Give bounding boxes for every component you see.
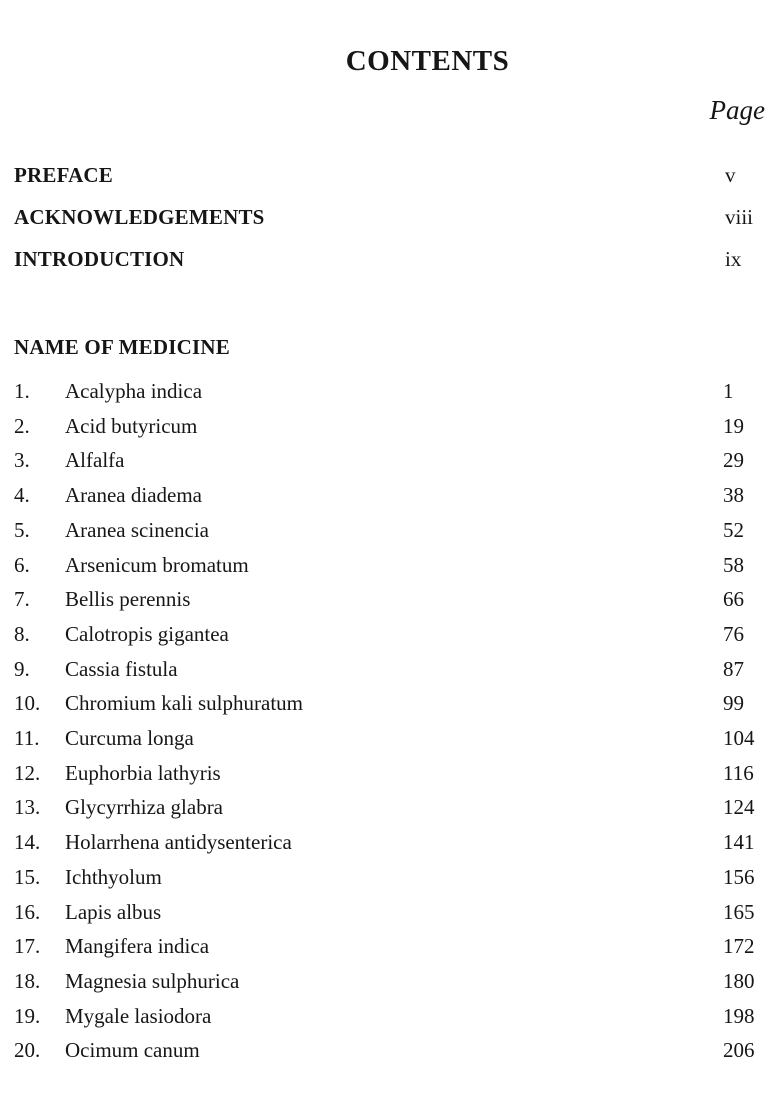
toc-entry-row <box>14 686 765 721</box>
toc-entry-row <box>14 582 765 617</box>
toc-entry-row <box>14 513 765 548</box>
entry-number: 19. <box>14 1003 41 1028</box>
entry-name: Alfalfa <box>65 448 125 473</box>
entry-number: 15. <box>14 864 41 889</box>
entry-page-number: 52 <box>723 517 744 542</box>
section-heading: NAME OF MEDICINE <box>14 335 230 359</box>
entry-name: Acalypha indica <box>65 379 203 403</box>
entry-page-number: 180 <box>723 968 755 993</box>
entry-name: Glycyrrhiza glabra <box>65 795 224 820</box>
entry-page-number: 99 <box>723 691 744 716</box>
entry-number: 20. <box>14 1038 41 1063</box>
entry-number: 7. <box>14 587 30 612</box>
entry-page-number: 76 <box>723 621 744 646</box>
entry-name: Ichthyolum <box>65 864 162 889</box>
toc-entry-row <box>14 756 765 791</box>
entry-number: 16. <box>14 899 41 924</box>
entry-page-number: 38 <box>723 483 744 508</box>
entry-page-number: 141 <box>723 830 755 855</box>
toc-entry-row <box>14 617 765 652</box>
entry-name: Acid butyricum <box>65 413 198 438</box>
entry-number: 12. <box>14 760 41 785</box>
entry-page-number: 206 <box>723 1038 755 1063</box>
entry-page-number: 1 <box>723 379 734 403</box>
entry-number: 18. <box>14 968 41 993</box>
entry-page-number: 172 <box>723 934 755 959</box>
entry-page-number: 165 <box>723 899 755 924</box>
front-matter-label: ACKNOWLEDGEMENTS <box>14 205 265 229</box>
entry-number: 1. <box>14 379 30 403</box>
toc-entry-row <box>14 478 765 513</box>
entry-page-number: 19 <box>723 413 744 438</box>
entry-number: 10. <box>14 691 41 716</box>
entry-number: 3. <box>14 448 30 473</box>
entry-page-number: 198 <box>723 1003 755 1028</box>
entry-name: Cassia fistula <box>65 656 178 681</box>
toc-entry-row <box>14 790 765 825</box>
front-matter-list <box>14 154 765 280</box>
front-matter-page-number: viii <box>725 205 754 229</box>
entry-number: 11. <box>14 726 40 751</box>
front-matter-row <box>14 196 765 238</box>
toc-entry-row <box>14 374 765 409</box>
entry-number: 13. <box>14 795 41 820</box>
toc-entry-row <box>14 443 765 478</box>
entry-number: 14. <box>14 830 41 855</box>
entry-page-number: 124 <box>723 795 755 820</box>
entry-name: Bellis perennis <box>65 587 191 612</box>
entry-name: Euphorbia lathyris <box>65 760 221 785</box>
front-matter-row <box>14 154 765 196</box>
toc-entry-row <box>14 964 765 999</box>
entry-page-number: 66 <box>723 587 744 612</box>
toc-entry-row <box>14 929 765 964</box>
entry-name: Aranea scinencia <box>65 517 209 542</box>
page-column-label: Page <box>709 95 765 125</box>
front-matter-label: INTRODUCTION <box>14 247 185 271</box>
toc-entry-row <box>14 548 765 583</box>
entry-number: 4. <box>14 483 30 508</box>
page-title: CONTENTS <box>345 45 510 77</box>
entry-name: Ocimum canum <box>65 1038 200 1063</box>
entry-number: 2. <box>14 413 30 438</box>
toc-entry-row <box>14 721 765 756</box>
entry-number: 17. <box>14 934 41 959</box>
entry-number: 9. <box>14 656 30 681</box>
entry-name: Lapis albus <box>65 899 162 924</box>
entry-name: Arsenicum bromatum <box>65 552 249 577</box>
toc-entry-row <box>14 895 765 930</box>
toc-entry-row <box>14 652 765 687</box>
entry-page-number: 104 <box>723 726 755 751</box>
front-matter-page-number: ix <box>725 247 742 271</box>
entry-name: Holarrhena antidysenterica <box>65 830 292 855</box>
entry-number: 6. <box>14 552 30 577</box>
entry-name: Chromium kali sulphuratum <box>65 691 303 716</box>
entry-name: Curcuma longa <box>65 726 194 751</box>
toc-entry-row <box>14 860 765 895</box>
toc-entry-row <box>14 825 765 860</box>
entry-name: Calotropis gigantea <box>65 621 229 646</box>
entry-name: Mygale lasiodora <box>65 1003 212 1028</box>
entry-page-number: 156 <box>723 864 755 889</box>
entry-number: 5. <box>14 517 30 542</box>
entry-page-number: 58 <box>723 552 744 577</box>
toc-entry-row <box>14 1033 765 1068</box>
entry-name: Magnesia sulphurica <box>65 968 240 993</box>
entry-page-number: 29 <box>723 448 744 473</box>
toc-entry-row <box>14 999 765 1034</box>
entries-list <box>14 374 765 1068</box>
entry-page-number: 87 <box>723 656 744 681</box>
entry-name: Aranea diadema <box>65 483 203 508</box>
entry-number: 8. <box>14 621 30 646</box>
entry-page-number: 116 <box>723 760 754 785</box>
front-matter-row <box>14 238 765 280</box>
front-matter-label: PREFACE <box>14 163 114 187</box>
entry-name: Mangifera indica <box>65 934 210 959</box>
toc-entry-row <box>14 409 765 444</box>
front-matter-page-number: v <box>725 163 736 187</box>
